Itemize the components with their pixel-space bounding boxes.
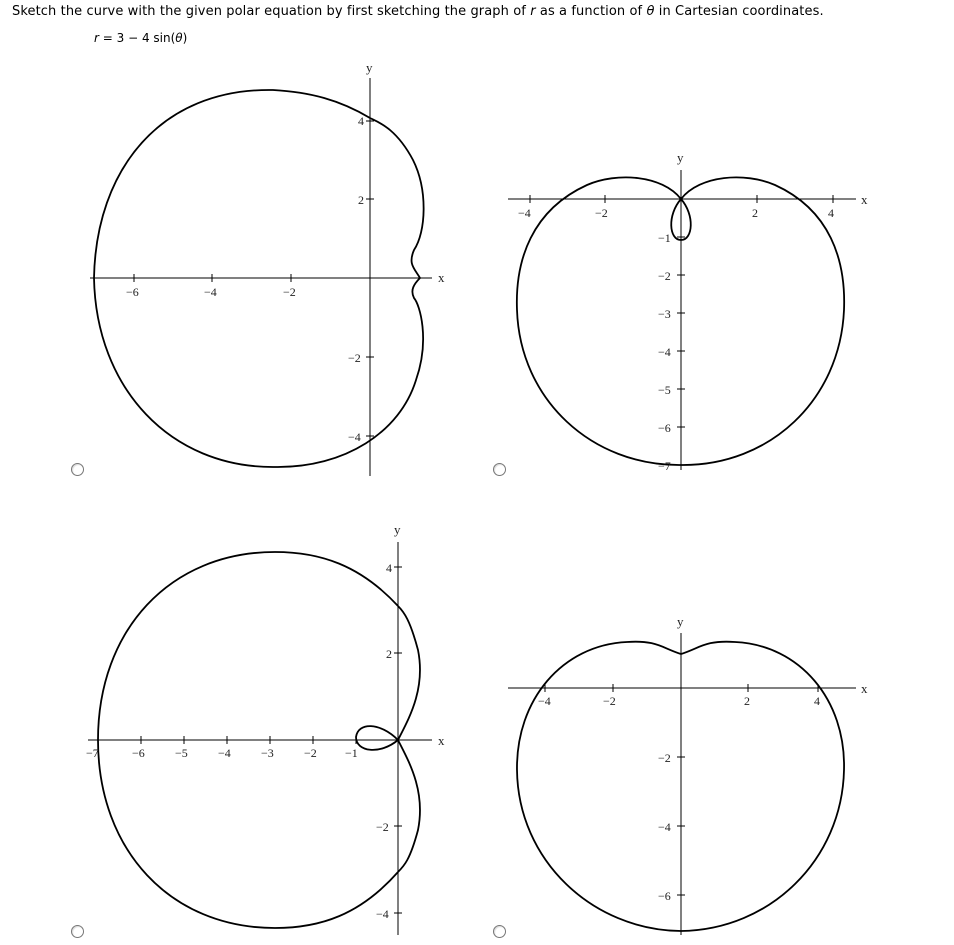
y-tick-label: 4: [358, 114, 364, 128]
y-axis-label: y: [677, 614, 684, 629]
question-theta-symbol: θ: [646, 4, 655, 19]
x-tick-label: −2: [595, 206, 608, 220]
y-tick-label: −2: [658, 269, 671, 283]
radio-option-d[interactable]: [493, 925, 506, 938]
radio-option-b[interactable]: [493, 463, 506, 476]
x-tick-label: −6: [126, 285, 139, 299]
question-part-1: Sketch the curve with the given polar equation by first sketching the graph of: [12, 4, 531, 19]
y-tick-label: −2: [376, 820, 389, 834]
graph-option-d: [508, 614, 868, 935]
polar-curve-c-inner-loop: [356, 726, 398, 750]
equation-rhs-prefix: = 3 − 4 sin(: [98, 31, 176, 45]
x-tick-label: −4: [204, 285, 217, 299]
x-tick-label: 2: [744, 694, 750, 708]
x-axis-label: x: [438, 270, 445, 285]
x-tick-label: −1: [345, 746, 358, 760]
question-part-3: in Cartesian coordinates.: [654, 4, 824, 19]
x-tick-label: −2: [304, 746, 317, 760]
x-tick-label: −4: [218, 746, 231, 760]
x-tick-label: −3: [261, 746, 274, 760]
radio-option-c[interactable]: [71, 925, 84, 938]
x-axis-label: x: [861, 681, 868, 696]
question-r-symbol: r: [530, 4, 536, 19]
y-tick-label: −5: [658, 383, 671, 397]
equation-theta: θ: [175, 31, 183, 45]
equation-rhs-suffix: ): [182, 31, 188, 45]
y-tick-label: −3: [658, 307, 671, 321]
x-tick-label: −7: [86, 746, 99, 760]
x-tick-label: −4: [538, 694, 551, 708]
y-tick-label: −2: [348, 351, 361, 365]
x-tick-label: 4: [814, 694, 820, 708]
graph-option-a: [90, 60, 445, 476]
y-tick-label: −4: [658, 345, 671, 359]
y-axis-label: y: [366, 60, 373, 75]
question-part-2: as a function of: [535, 4, 647, 19]
y-tick-label: −4: [658, 820, 671, 834]
x-tick-label: 4: [828, 206, 834, 220]
x-axis-label: x: [438, 733, 445, 748]
y-tick-label: −1: [658, 231, 671, 245]
y-axis-label: y: [394, 522, 401, 537]
x-tick-label: −2: [283, 285, 296, 299]
x-tick-label: −4: [518, 206, 531, 220]
graph-option-c: [86, 522, 445, 935]
y-tick-label: 2: [386, 647, 392, 661]
y-tick-label: −4: [376, 907, 389, 921]
x-tick-label: 2: [752, 206, 758, 220]
y-tick-label: −6: [658, 889, 671, 903]
y-tick-label: 2: [358, 193, 364, 207]
x-tick-label: −5: [175, 746, 188, 760]
graph-option-b: [508, 150, 868, 473]
y-tick-label: 4: [386, 561, 392, 575]
equation-lhs: r: [94, 31, 99, 45]
x-tick-label: −6: [132, 746, 145, 760]
radio-option-a[interactable]: [71, 463, 84, 476]
y-axis-label: y: [677, 150, 684, 165]
x-axis-label: x: [861, 192, 868, 207]
y-tick-label: −6: [658, 421, 671, 435]
x-tick-label: −2: [603, 694, 616, 708]
y-tick-label: −4: [348, 430, 361, 444]
y-tick-label: −2: [658, 751, 671, 765]
y-tick-label: −7: [658, 459, 671, 473]
